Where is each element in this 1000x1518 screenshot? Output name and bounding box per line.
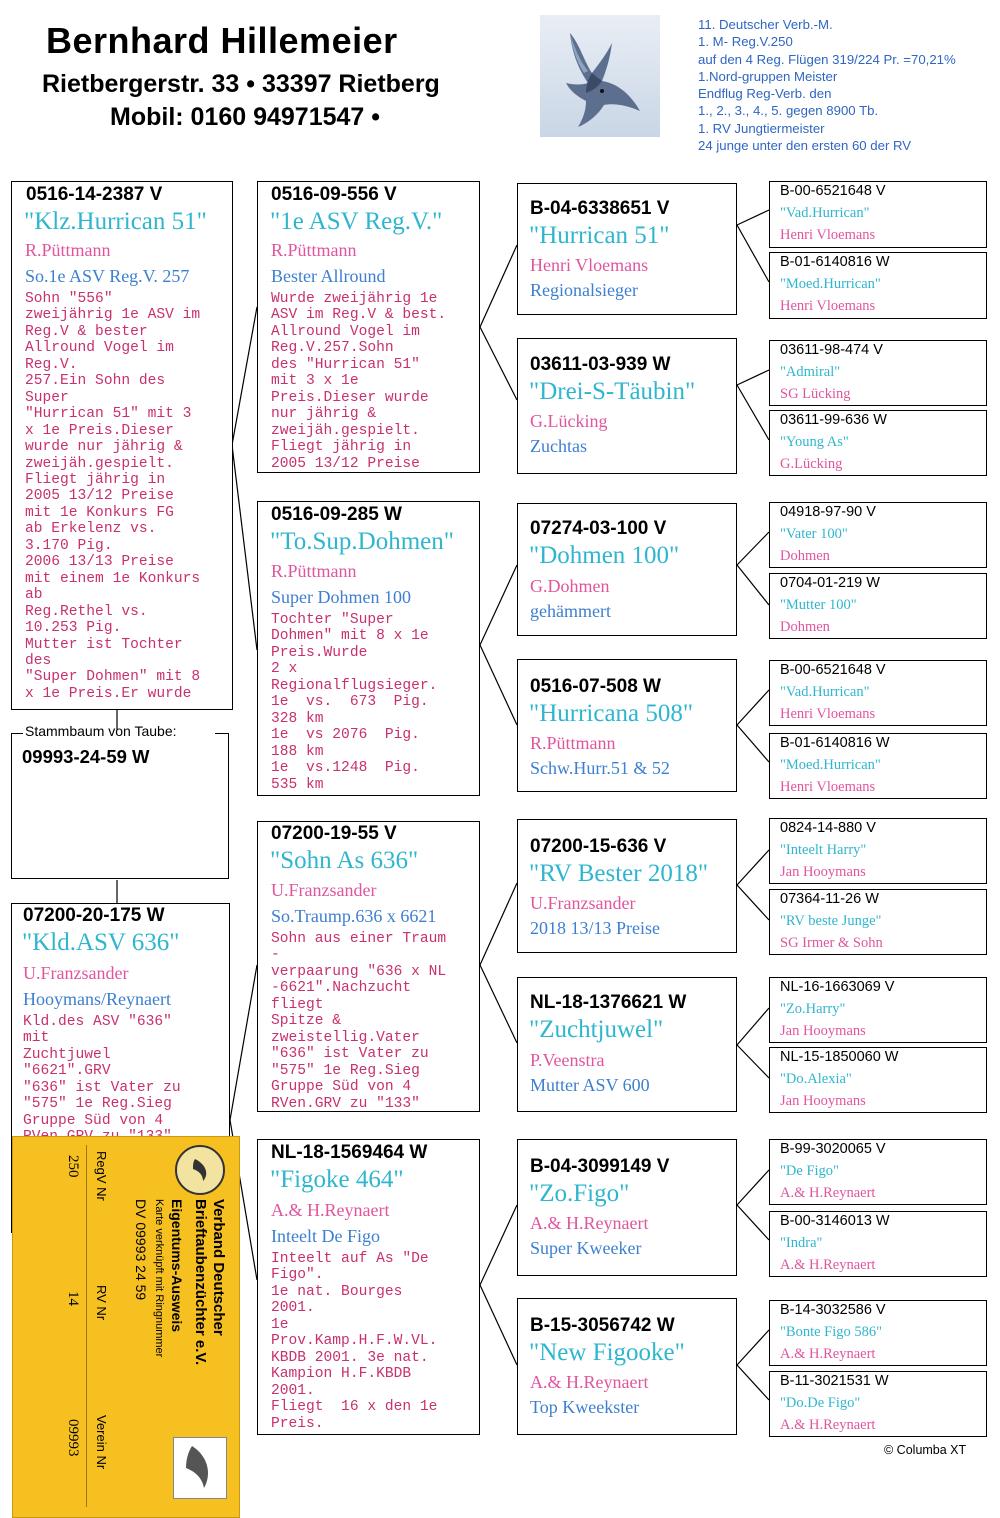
gggp-name: "Admiral"	[780, 364, 841, 380]
great-grandparent-breeder: G.Dohmen	[530, 576, 610, 596]
gggp-ring: B-11-3021531 W	[780, 1373, 889, 1389]
grandparent-name: "To.Sup.Dohmen"	[270, 528, 454, 555]
great-grandparent-ring: NL-18-1376621 W	[530, 992, 687, 1013]
achievement-line: Endflug Reg-Verb. den	[698, 86, 832, 102]
great-great-grandparent-box	[769, 1047, 987, 1113]
grandparent-ring: 0516-09-285 W	[271, 504, 402, 525]
great-grandparent-info: Regionalsieger	[530, 280, 638, 300]
great-grandparent-info: Mutter ASV 600	[530, 1075, 650, 1095]
great-grandparent-info: gehämmert	[530, 601, 611, 621]
grandparent-info: Bester Allround	[271, 266, 386, 286]
great-grandparent-name: "Drei-S-Täubin"	[529, 378, 696, 405]
card-rv-label: RV Nr	[94, 1285, 109, 1321]
achievement-line: 24 junge unter den ersten 60 der RV	[698, 138, 912, 154]
great-grandparent-box	[517, 819, 737, 953]
great-grandparent-name: "Dohmen 100"	[529, 542, 680, 569]
great-grandparent-ring: B-04-6338651 V	[530, 198, 670, 219]
gggp-breeder: Henri Vloemans	[780, 706, 876, 722]
grandparent-name: "Sohn As 636"	[270, 847, 419, 874]
gggp-breeder: SG Irmer & Sohn	[780, 935, 883, 951]
gggp-breeder: Dohmen	[780, 619, 830, 635]
achievement-line: auf den 4 Reg. Flügen 319/224 Pr. =70,21%	[698, 51, 956, 67]
gggp-ring: 0704-01-219 W	[780, 575, 880, 591]
gggp-breeder: Dohmen	[780, 548, 830, 564]
great-grandparent-breeder: P.Veenstra	[530, 1050, 605, 1070]
gggp-breeder: A.& H.Reynaert	[780, 1257, 876, 1273]
gggp-ring: B-01-6140816 W	[780, 254, 890, 270]
card-seal-icon	[175, 1145, 225, 1195]
dam-ring: 07200-20-175 W	[23, 905, 165, 926]
breeder-mobile: Mobil: 0160 94971547 •	[110, 103, 381, 131]
great-grandparent-info: Schw.Hurr.51 & 52	[530, 758, 670, 778]
great-grandparent-breeder: U.Franzsander	[530, 893, 636, 913]
gggp-ring: 03611-98-474 V	[780, 342, 883, 358]
achievement-line: 1. M- Reg.V.250	[698, 34, 793, 50]
grandparent-breeder: A.& H.Reynaert	[271, 1200, 390, 1220]
gggp-ring: 03611-99-636 W	[780, 412, 887, 428]
gggp-name: "De Figo"	[780, 1163, 839, 1179]
grandparent-ring: NL-18-1569464 W	[271, 1142, 428, 1163]
great-great-grandparent-box	[769, 1371, 987, 1437]
gggp-ring: B-99-3020065 V	[780, 1141, 886, 1157]
card-title: Eigentums-Ausweis	[169, 1199, 185, 1333]
gggp-ring: B-00-6521648 V	[780, 662, 886, 678]
achievements-list	[698, 16, 956, 154]
great-grandparent-info: 2018 13/13 Preise	[530, 918, 660, 938]
copyright-note: © Columba XT	[884, 1443, 967, 1457]
great-grandparent-info: Top Kweekster	[530, 1397, 640, 1417]
grandparent-breeder: R.Püttmann	[271, 240, 357, 260]
great-grandparent-breeder: R.Püttmann	[530, 733, 616, 753]
gggp-breeder: Jan Hooymans	[780, 1023, 866, 1039]
sire-name: "Klz.Hurrican 51"	[24, 208, 207, 235]
great-great-grandparent-box	[769, 660, 987, 726]
great-great-grandparent-box	[769, 1211, 987, 1277]
great-grandparent-name: "RV Bester 2018"	[529, 860, 709, 887]
grandparent-breeder: R.Püttmann	[271, 561, 357, 581]
dam-name: "Kld.ASV 636"	[22, 929, 180, 956]
gggp-ring: 07364-11-26 W	[780, 891, 879, 907]
pigeon-icon	[540, 15, 660, 137]
great-grandparent-ring: 07200-15-636 V	[530, 836, 667, 857]
great-grandparent-breeder: G.Lücking	[530, 411, 608, 431]
sire-breeder: R.Püttmann	[25, 240, 111, 260]
gggp-name: "Zo.Harry"	[780, 1001, 846, 1017]
card-regv-value: 250	[65, 1155, 81, 1178]
great-grandparent-ring: B-15-3056742 W	[530, 1315, 675, 1336]
great-grandparent-box	[517, 503, 737, 636]
great-great-grandparent-box	[769, 1139, 987, 1205]
great-grandparent-name: "Hurrican 51"	[529, 222, 670, 249]
grandparent-ring: 0516-09-556 V	[271, 184, 397, 205]
great-grandparent-breeder: Henri Vloemans	[530, 255, 649, 275]
gggp-name: "Mutter 100"	[780, 597, 857, 613]
card-verein-label: Verein Nr	[94, 1415, 109, 1470]
subject-label: Stammbaum von Taube:	[25, 723, 177, 739]
gggp-name: "Do.De Figo"	[780, 1395, 861, 1411]
gggp-breeder: A.& H.Reynaert	[780, 1417, 876, 1433]
great-grandparent-name: "Zo.Figo"	[529, 1180, 630, 1207]
gggp-name: "Bonte Figo 586"	[780, 1324, 883, 1340]
card-verein-value: 09993	[65, 1419, 81, 1457]
great-grandparent-breeder: A.& H.Reynaert	[530, 1372, 649, 1392]
card-field-row	[23, 1145, 115, 1507]
card-org-line1: Verband Deutscher	[210, 1199, 227, 1336]
gggp-ring: B-01-6140816 W	[780, 735, 890, 751]
grandparent-info: So.Traump.636 x 6621	[271, 906, 437, 926]
gggp-ring: 04918-97-90 V	[780, 504, 876, 520]
gggp-breeder: A.& H.Reynaert	[780, 1346, 876, 1362]
great-grandparent-box	[517, 659, 737, 792]
gggp-breeder: SG Lücking	[780, 386, 851, 402]
great-great-grandparent-box	[769, 181, 987, 248]
dam-description: Kld.des ASV "636" mit Zuchtjuwel "6621".GRV "636" ist Vater zu "575" 1e Reg.Sieg Gruppe Süd von 4	[23, 1014, 181, 1129]
gggp-ring: B-00-6521648 V	[780, 183, 886, 199]
great-grandparent-breeder: A.& H.Reynaert	[530, 1213, 649, 1233]
great-grandparent-box	[517, 1298, 737, 1435]
grandparent-box	[257, 1139, 480, 1435]
great-grandparent-name: "Hurricana 508"	[529, 700, 694, 727]
grandparent-description: Sohn aus einer Traum - verpaarung "636 x NL -6621".Nachzucht fliegt Spitze & zweistellig.Vater "636" ist Vater zu "575" 1e Reg.Sieg Gruppe Süd von 4 RVen.GRV zu "133"	[271, 931, 447, 1112]
gggp-name: "Inteelt Harry"	[780, 842, 867, 858]
card-subtitle: Karte verknüpft mit Ringnummer	[153, 1199, 165, 1358]
gggp-name: "Indra"	[780, 1235, 823, 1251]
gggp-ring: NL-16-1663069 V	[780, 979, 895, 995]
great-great-grandparent-box	[769, 340, 987, 406]
gggp-breeder: Henri Vloemans	[780, 227, 876, 243]
great-grandparent-info: Super Kweeker	[530, 1238, 642, 1258]
card-org-line2: Brieftaubenzüchter e.V.	[192, 1199, 209, 1366]
great-grandparent-box	[517, 977, 737, 1112]
gggp-breeder: G.Lücking	[780, 456, 843, 472]
great-grandparent-box	[517, 183, 737, 315]
gggp-ring: 0824-14-880 V	[780, 820, 876, 836]
sire-ring: 0516-14-2387 V	[26, 184, 163, 205]
great-great-grandparent-box	[769, 1300, 987, 1366]
great-grandparent-name: "Zuchtjuwel"	[529, 1016, 664, 1043]
grandparent-breeder: U.Franzsander	[271, 880, 377, 900]
grandparent-name: "Figoke 464"	[270, 1166, 404, 1193]
grandparent-description: Tochter "Super Dohmen" mit 8 x 1e Preis.Wurde 2 x Regionalflugsieger. 1e vs. 673 Pig. 328 km 1e vs 2076 Pig. 188 km 1e vs.1248 Pig. 535 km	[271, 612, 438, 793]
sire-box	[11, 181, 233, 710]
grandparent-box	[257, 821, 480, 1112]
pigeon-logo-image	[540, 15, 660, 137]
grandparent-info: Super Dohmen 100	[271, 587, 411, 607]
gggp-name: "Vad.Hurrican"	[780, 205, 870, 221]
achievement-line: 1. RV Jungtiermeister	[698, 120, 825, 136]
sire-info: So.1e ASV Reg.V. 257	[25, 266, 190, 286]
achievement-line: 1., 2., 3., 4., 5. gegen 8900 Tb.	[698, 103, 879, 119]
gggp-ring: B-00-3146013 W	[780, 1213, 890, 1229]
great-great-grandparent-box	[769, 502, 987, 568]
gggp-name: "Moed.Hurrican"	[780, 276, 881, 292]
card-field-divider	[86, 1145, 87, 1507]
great-great-grandparent-box	[769, 733, 987, 799]
grandparent-box	[257, 181, 480, 473]
gggp-breeder: Henri Vloemans	[780, 779, 876, 795]
great-grandparent-name: "New Figooke"	[529, 1339, 685, 1366]
great-grandparent-ring: 03611-03-939 W	[530, 354, 671, 375]
ownership-card	[12, 1136, 240, 1518]
gggp-name: "Vater 100"	[780, 526, 848, 542]
grandparent-name: "1e ASV Reg.V."	[270, 208, 443, 235]
gggp-ring: B-14-3032586 V	[780, 1302, 886, 1318]
gggp-breeder: Jan Hooymans	[780, 1093, 866, 1109]
breeder-address: Rietbergerstr. 33 • 33397 Rietberg	[42, 70, 440, 98]
gggp-breeder: A.& H.Reynaert	[780, 1185, 876, 1201]
sire-description: Sohn "556" zweijährig 1e ASV im Reg.V & bester Allround Vogel im Reg.V. 257.Ein Sohn des Super "Hurrican 51" mit 3 x 1e Preis.Dieser wurde nur jährig & zweijäh.gespielt. Fliegt jährig in 2005 13/12 Preise mit 1e Konkurs FG ab Erkelenz vs. 3.170 Pig. 2006 13/13 Preise mit einem 1e Konkurs ab Reg.Rethel vs. 10.253 Pig. Mutter ist Tochter des "Super Dohmen" mit 8 x 1e Preis.Er wurde	[25, 291, 201, 702]
great-grandparent-ring: 0516-07-508 W	[530, 676, 661, 697]
breeder-name-title: Bernhard Hillemeier	[46, 20, 398, 61]
card-rv-value: 14	[65, 1291, 81, 1306]
great-grandparent-box	[517, 338, 737, 474]
dam-breeder: U.Franzsander	[23, 963, 129, 983]
subject-ring: 09993-24-59 W	[22, 746, 150, 767]
grandparent-info: Inteelt De Figo	[271, 1226, 380, 1246]
great-great-grandparent-box	[769, 252, 987, 319]
gggp-name: "Moed.Hurrican"	[780, 757, 881, 773]
great-grandparent-box	[517, 1139, 737, 1276]
gggp-name: "Do.Alexia"	[780, 1071, 852, 1087]
gggp-name: "RV beste Junge"	[780, 913, 882, 929]
grandparent-description: Wurde zweijährig 1e ASV im Reg.V & best. Allround Vogel im Reg.V.257.Sohn des "Hurrican 51" mit 3 x 1e Preis.Dieser wurde nur jährig & zweijäh.gespielt. Fliegt jährig in 2005 13/12 Preise	[271, 291, 447, 472]
great-great-grandparent-box	[769, 410, 987, 476]
gggp-name: "Vad.Hurrican"	[780, 684, 870, 700]
card-regv-label: RegV Nr	[94, 1151, 109, 1201]
great-great-grandparent-box	[769, 573, 987, 639]
card-ringnumber: DV 09993 24 59	[133, 1199, 149, 1301]
gggp-name: "Young As"	[780, 434, 849, 450]
gggp-ring: NL-15-1850060 W	[780, 1049, 899, 1065]
grandparent-ring: 07200-19-55 V	[271, 823, 397, 844]
great-great-grandparent-box	[769, 818, 987, 884]
achievement-line: 1.Nord-gruppen Meister	[698, 68, 838, 84]
achievement-line: 11. Deutscher Verb.-M.	[698, 17, 833, 32]
great-grandparent-info: Zuchtas	[530, 436, 587, 456]
great-great-grandparent-box	[769, 889, 987, 955]
gggp-breeder: Jan Hooymans	[780, 864, 866, 880]
great-grandparent-ring: B-04-3099149 V	[530, 1156, 670, 1177]
great-grandparent-ring: 07274-03-100 V	[530, 518, 667, 539]
card-bird-icon	[173, 1437, 227, 1499]
grandparent-description: Inteelt auf As "De Figo". 1e nat. Bourges 2001. 1e Prov.Kamp.H.F.W.VL. KBDB 2001. 3e nat. Kampion H.F.KBDB 2001. Fliegt 16 x den 1e Preis.	[271, 1251, 438, 1432]
gggp-breeder: Henri Vloemans	[780, 298, 876, 314]
dam-info: Hooymans/Reynaert	[23, 989, 171, 1009]
great-great-grandparent-box	[769, 977, 987, 1043]
grandparent-box	[257, 501, 480, 796]
